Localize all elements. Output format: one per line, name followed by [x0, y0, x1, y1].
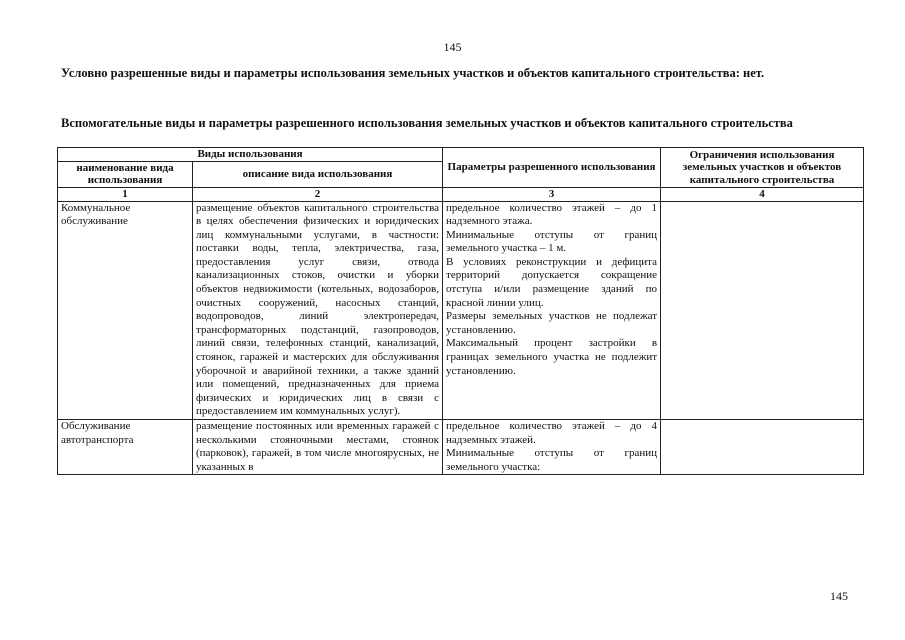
header-parameters: Параметры разрешенного использования — [443, 148, 661, 188]
column-number: 1 — [58, 187, 193, 201]
use-description-cell: размещение объектов капитального строительства в целях обеспечения физических и юридических лиц коммунальными услугами, в частности: поставки воды, тепла, электричества, газа, предоставления услуг связи, отвода канализационных стоков, очистки и уборки объектов недвижимости (котельных, водозаборов, очистных сооружений, насосных станций, водопроводов, линий электропередач, трансформаторных подстанций, газопроводов, линий связи, телефонных станций, канализаций, стоянок, гаражей и мастерских для обслуживания уборочной и аварийной техники, а также зданий или помещений, предназначенных для приема физических и юридических лиц в связи с предоставлением им коммунальных услуг). — [193, 201, 443, 420]
use-restrictions-cell — [661, 201, 864, 420]
header-use-description: описание вида использования — [193, 161, 443, 187]
table-row — [58, 201, 864, 420]
use-parameters-cell — [443, 201, 661, 420]
table-header-row-1 — [58, 148, 864, 162]
use-name-cell: Обслуживание автотранспорта — [58, 420, 193, 475]
auxiliary-uses-heading: Вспомогательные виды и параметры разрешенного использования земельных участков и объектов капитального строительства — [61, 116, 793, 130]
header-restrictions: Ограничения использования земельных участков и объектов капитального строительства — [661, 148, 864, 188]
parameter-line: Максимальный процент застройки в границах земельного участка не подлежит установлению. — [446, 337, 658, 377]
parameter-line: предельное количество этажей – до 4 надземных этажей. — [446, 420, 658, 446]
parameter-line: Минимальные отступы от границ земельного участка: — [446, 447, 658, 473]
parameter-line: предельное количество этажей – до 1 надземного этажа. — [446, 201, 658, 228]
column-number: 4 — [661, 187, 864, 201]
page-number-bottom: 145 — [830, 589, 848, 603]
land-use-table — [57, 147, 864, 475]
header-uses-group: Виды использования — [58, 148, 443, 162]
parameter-line: Размеры земельных участков не подлежат установлению. — [446, 310, 658, 336]
use-parameters-cell — [443, 420, 661, 475]
conditional-uses-paragraph: Условно разрешенные виды и параметры использования земельных участков и объектов капитального строительства: нет. — [61, 66, 765, 80]
use-name-cell: Коммунальное обслуживание — [58, 201, 193, 420]
use-restrictions-cell — [661, 420, 864, 475]
parameter-line: В условиях реконструкции и дефицита территорий допускается сокращение отступа и/или размещение зданий по красной линии улиц. — [446, 255, 658, 309]
column-number: 2 — [193, 187, 443, 201]
table-row — [58, 420, 864, 475]
parameter-line: Минимальные отступы от границ земельного участка – 1 м. — [446, 228, 658, 255]
page-number-top: 145 — [443, 40, 462, 54]
use-description-cell: размещение постоянных или временных гаражей с несколькими стояночными местами, стоянок (парковок), гаражей, в том числе многоярусных, не указанных в — [193, 420, 443, 475]
header-use-name: наименование вида использования — [58, 161, 193, 187]
column-number-row — [58, 187, 864, 201]
column-number: 3 — [443, 187, 661, 201]
